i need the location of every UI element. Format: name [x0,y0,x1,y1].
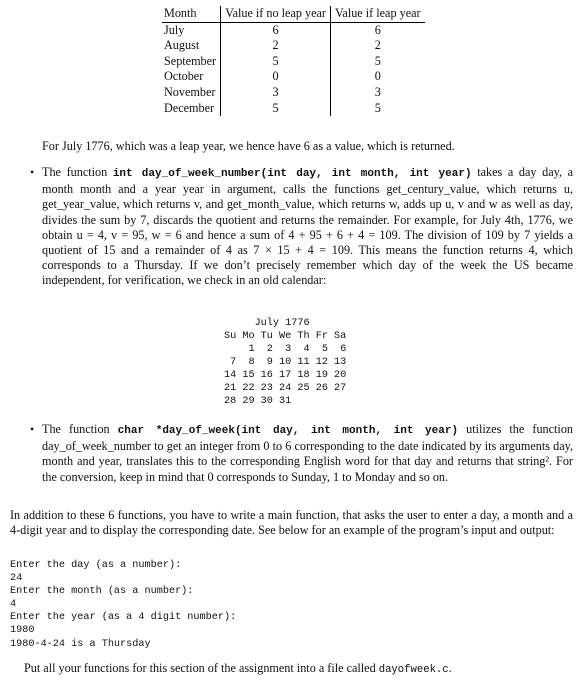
item-lead-end: takes a [471,165,514,179]
io-line: Enter the year (as a 4 digit number): [10,612,237,624]
cell: 2 [330,38,424,54]
table-row [162,54,425,70]
function-signature: char *day_of_week(int day, int month, int year) [117,425,459,437]
filename: dayofweek.c [378,664,449,676]
col-leap: Value if leap year [330,6,424,22]
table-row [162,38,425,54]
item-lead: The function [42,165,113,179]
function-signature: int day_of_week_number(int day, int month, int year) [112,168,472,180]
io-line: 4 [10,599,17,611]
item-body: function day_of_week_number to get an integer from 0 to 6 corresponding to the date indicated by its arguments day, month and year, translates this to the corresponding English word for that day and returns that string². For the conversion, keep in mind that 0 corresponds to Sunday, 1 to Monday and so on. [42,422,574,484]
io-line: Enter the day (as a number): [10,560,182,571]
cell: 3 [330,85,424,101]
cell: 0 [221,69,331,85]
calendar-line: 7 8 9 10 11 12 13 [224,357,347,368]
cell: 2 [221,38,331,54]
item-text [42,165,573,289]
program-io-example [10,559,236,651]
cell: 3 [221,85,331,101]
footer-text: Put all your functions for this section of the assignment into a file called [24,661,379,675]
calendar-title: July 1776 [224,318,310,329]
cell: 5 [330,54,424,70]
item-lead-end: utilizes the [458,422,525,436]
io-line: 24 [10,573,23,585]
io-line: 1980 [10,625,35,637]
table-row [162,22,425,38]
paragraph-main: In addition to these 6 functions, you have to write a main function, that asks the user to enter a day, a month and a 4-digit year and to display the corresponding date. See below for an example of the program’s input and output: [10,508,573,538]
io-line: Enter the month (as a number): [10,586,194,598]
cell: August [164,38,200,53]
table-header-row [162,6,425,22]
month-value-table [162,6,425,116]
cell: 6 [330,22,424,38]
cell: 6 [221,22,331,38]
io-line: 1980-4-24 is a Thursday [10,638,151,650]
calendar-line: 21 22 23 24 25 26 27 [224,383,347,394]
cell: 5 [330,101,424,117]
calendar-line: 1 2 3 4 5 6 [224,344,347,355]
cell: July [164,22,185,37]
col-month: Month [162,6,221,22]
cell: 5 [221,54,331,70]
item-body: day day, a month month and a year year in argument, calls the functions get_century_value, which returns u, get_year_value, which returns v, and get_month_value, which returns w, adds up u, v and w as well as day, divides the sum by 7, discards the quotient and returns the remainder. For example, for July 4th, 1776, we obtain u = 4, v = 95, w = 6 and hence a sum of 4 + 95 + 6 + 4 = 109. The division of 109 by 7 yields a quotient of 15 and a remainder of 4 as 7 × 15 + 4 = 109. This means the function returns 4, which corresponds to a Thursday. If we don’t precisely remember which day of the week the US became independent, for verification, we check in an old calendar: [42,165,573,288]
cell: September [164,53,217,68]
footer-end: . [448,661,452,675]
bullet-icon: • [30,165,35,179]
bullet-icon: • [30,422,35,436]
table-row [162,85,425,101]
col-no-leap: Value if no leap year [221,6,331,22]
calendar-line: 28 29 30 31 [224,396,292,407]
cell: 0 [330,69,424,85]
calendar-line: Su Mo Tu We Th Fr Sa [224,331,347,342]
footer-instruction [24,661,574,678]
item-lead: The function [42,422,118,436]
calendar-block [224,317,346,408]
cell: November [164,84,216,99]
table-row [162,69,425,85]
calendar-line: 14 15 16 17 18 19 20 [224,370,347,381]
table-row [162,101,425,117]
paragraph-july: For July 1776, which was a leap year, we hence have 6 as a value, which is returned. [42,139,455,153]
cell: October [164,69,204,84]
item-text [42,422,573,485]
cell: 5 [221,101,331,117]
cell: December [164,100,215,115]
